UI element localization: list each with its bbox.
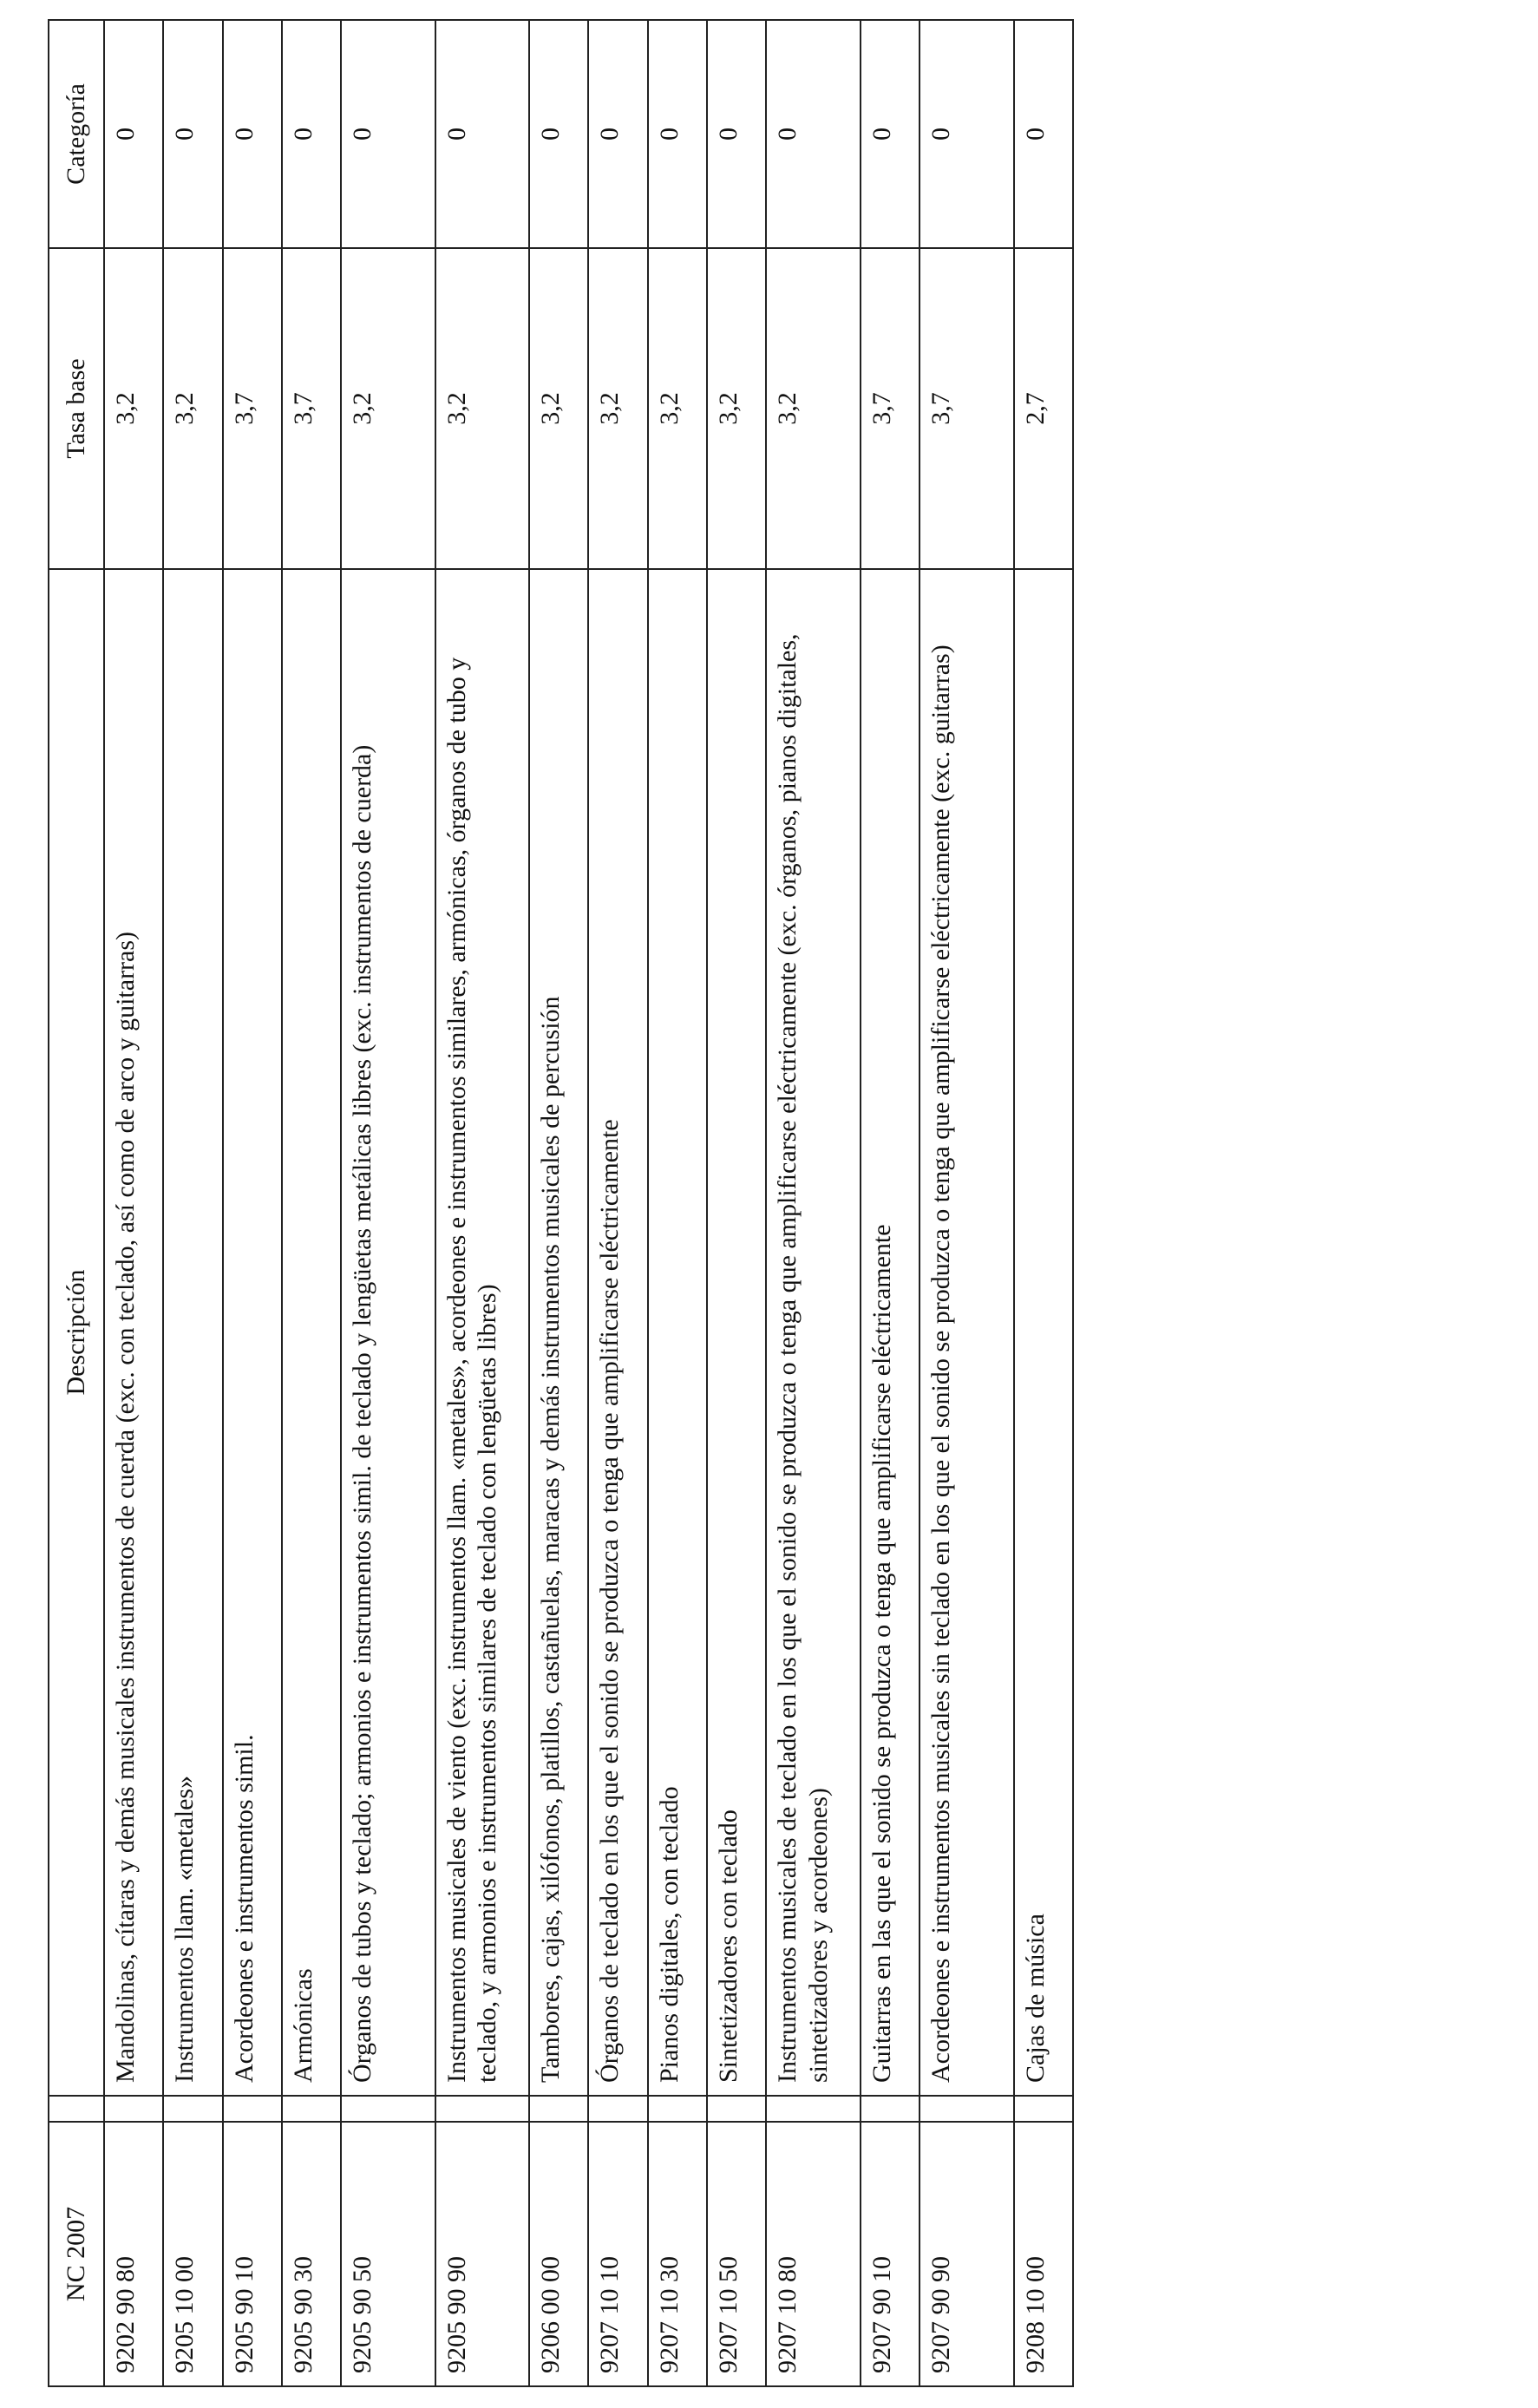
cell-description: Cajas de música [1014,569,1073,2096]
table-row [766,20,860,2386]
cell-rate: 3,2 [341,248,435,569]
header-gap [49,2096,104,2122]
cell-code: 9207 10 80 [766,2122,860,2386]
cell-rate: 3,7 [861,248,920,569]
cell-rate: 3,7 [282,248,341,569]
cell-code: 9205 90 30 [282,2122,341,2386]
cell-description: Acordeones e instrumentos simil. [223,569,282,2096]
cell-description: Instrumentos llam. «metales» [163,569,222,2096]
cell-code: 9207 10 10 [588,2122,647,2386]
cell-rate: 3,2 [529,248,588,569]
cell-category: 0 [282,20,341,248]
cell-category: 0 [529,20,588,248]
cell-gap [223,2096,282,2122]
cell-description: Órganos de tubos y teclado; armonios e instrumentos simil. de teclado y lengüetas metálicas libres (exc. instrumentos de cuerda) [341,569,435,2096]
cell-category: 0 [707,20,766,248]
cell-rate: 3,2 [435,248,529,569]
header-rate: Tasa base [49,248,104,569]
cell-gap [163,2096,222,2122]
table-row [282,20,341,2386]
cell-code: 9208 10 00 [1014,2122,1073,2386]
cell-description: Tambores, cajas, xilófonos, platillos, castañuelas, maracas y demás instrumentos musicales de percusión [529,569,588,2096]
cell-gap [920,2096,1013,2122]
table-row [435,20,529,2386]
cell-gap [529,2096,588,2122]
cell-rate: 3,2 [707,248,766,569]
cell-gap [104,2096,163,2122]
cell-description: Guitarras en las que el sonido se produzca o tenga que amplificarse eléctricamente [861,569,920,2096]
cell-description: Órganos de teclado en los que el sonido se produzca o tenga que amplificarse eléctricamente [588,569,647,2096]
table-row [341,20,435,2386]
cell-gap [648,2096,707,2122]
cell-category: 0 [223,20,282,248]
cell-code: 9205 90 50 [341,2122,435,2386]
cell-code: 9205 90 90 [435,2122,529,2386]
cell-gap [1014,2096,1073,2122]
table-row [529,20,588,2386]
tariff-table [48,19,1074,2387]
cell-rate: 3,2 [104,248,163,569]
cell-gap [766,2096,860,2122]
header-description: Descripción [49,569,104,2096]
cell-rate: 2,7 [1014,248,1073,569]
table-row [1014,20,1073,2386]
cell-gap [341,2096,435,2122]
cell-rate: 3,2 [766,248,860,569]
cell-code: 9202 90 80 [104,2122,163,2386]
header-category: Categoría [49,20,104,248]
cell-gap [707,2096,766,2122]
cell-gap [435,2096,529,2122]
cell-description: Acordeones e instrumentos musicales sin teclado en los que el sonido se produzca o tenga que amplificarse eléctricamente (exc. guitarras) [920,569,1013,2096]
cell-rate: 3,7 [223,248,282,569]
header-code: NC 2007 [49,2122,104,2386]
cell-category: 0 [766,20,860,248]
cell-code: 9206 00 00 [529,2122,588,2386]
cell-code: 9205 90 10 [223,2122,282,2386]
cell-code: 9205 10 00 [163,2122,222,2386]
cell-gap [282,2096,341,2122]
table-row [648,20,707,2386]
table-body [104,20,1073,2386]
cell-category: 0 [920,20,1013,248]
cell-category: 0 [104,20,163,248]
cell-rate: 3,7 [920,248,1013,569]
table-row [223,20,282,2386]
cell-category: 0 [861,20,920,248]
cell-description: Sintetizadores con teclado [707,569,766,2096]
table-row [104,20,163,2386]
table-header-row [49,20,104,2386]
cell-code: 9207 90 10 [861,2122,920,2386]
cell-rate: 3,2 [163,248,222,569]
cell-code: 9207 10 50 [707,2122,766,2386]
cell-description: Pianos digitales, con teclado [648,569,707,2096]
cell-category: 0 [1014,20,1073,248]
cell-category: 0 [163,20,222,248]
table-row [920,20,1013,2386]
cell-description: Armónicas [282,569,341,2096]
cell-rate: 3,2 [588,248,647,569]
cell-category: 0 [648,20,707,248]
table-row [861,20,920,2386]
rotated-table-wrapper [48,21,1074,2387]
table-row [163,20,222,2386]
cell-rate: 3,2 [648,248,707,569]
cell-description: Instrumentos musicales de teclado en los que el sonido se produzca o tenga que amplificarse eléctricamente (exc. órganos, pianos digitales, sintetizadores y acordeones) [766,569,860,2096]
cell-category: 0 [341,20,435,248]
cell-category: 0 [588,20,647,248]
cell-description: Instrumentos musicales de viento (exc. instrumentos llam. «metales», acordeones e instrumentos similares, armónicas, órganos de tubo y teclado, y armonios e instrumentos similares de teclado con lengüetas libres) [435,569,529,2096]
cell-code: 9207 10 30 [648,2122,707,2386]
table-row [588,20,647,2386]
table-row [707,20,766,2386]
cell-gap [588,2096,647,2122]
cell-category: 0 [435,20,529,248]
cell-gap [861,2096,920,2122]
cell-description: Mandolinas, cítaras y demás musicales instrumentos de cuerda (exc. con teclado, así como de arco y guitarras) [104,569,163,2096]
cell-code: 9207 90 90 [920,2122,1013,2386]
